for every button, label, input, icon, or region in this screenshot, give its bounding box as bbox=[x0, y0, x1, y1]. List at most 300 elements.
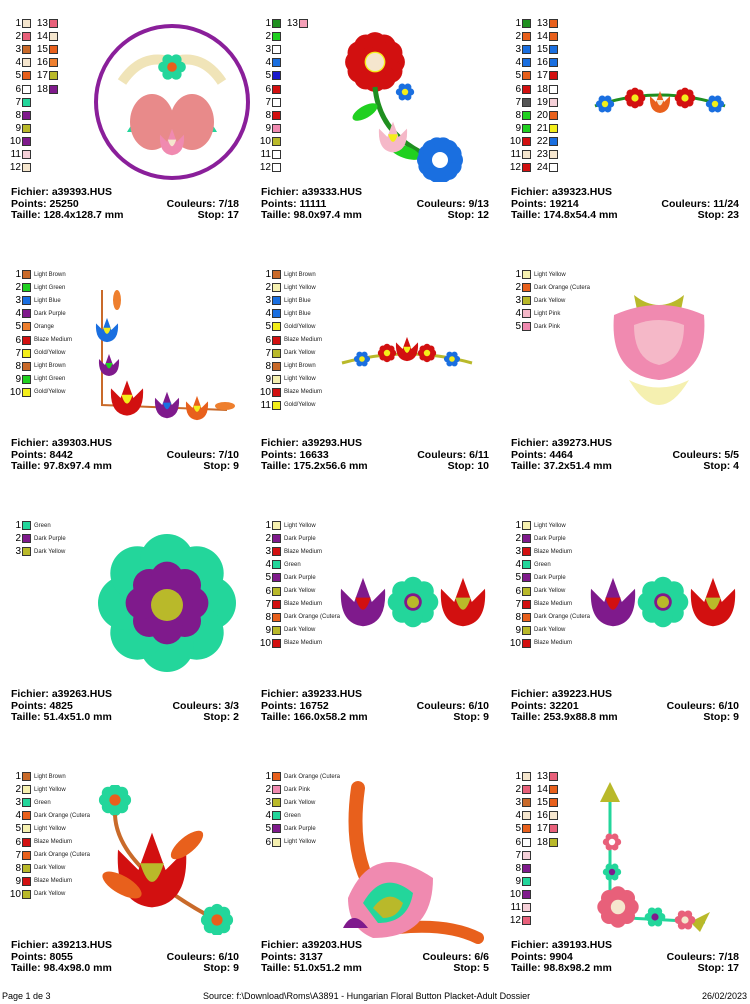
page-number: Page 1 de 3 bbox=[2, 991, 51, 1001]
thread-color-row bbox=[535, 809, 558, 822]
thread-name: Blaze Medium bbox=[284, 389, 323, 396]
thread-color-row bbox=[508, 30, 531, 43]
thread-index: 8 bbox=[15, 109, 21, 121]
thread-name: Blaze Medium bbox=[534, 640, 573, 647]
thread-index: 13 bbox=[536, 771, 548, 783]
thread-name: Blaze Medium bbox=[34, 878, 73, 885]
thread-swatch bbox=[522, 613, 531, 622]
thread-color-row bbox=[285, 17, 308, 30]
thread-color-row bbox=[508, 624, 590, 637]
thread-color-row bbox=[508, 122, 531, 135]
thread-swatch bbox=[22, 124, 31, 133]
thread-swatch bbox=[272, 521, 281, 530]
thread-color-row bbox=[8, 822, 90, 835]
thread-swatch bbox=[22, 798, 31, 807]
thread-color-row bbox=[35, 69, 58, 82]
thread-color-row bbox=[8, 783, 90, 796]
thread-color-row bbox=[508, 519, 590, 532]
thread-swatch bbox=[272, 388, 281, 397]
thread-color-row bbox=[258, 17, 281, 30]
thread-color-row bbox=[508, 135, 531, 148]
design-info bbox=[511, 187, 739, 222]
thread-index: 9 bbox=[265, 624, 271, 636]
thread-swatch bbox=[272, 362, 281, 371]
thread-swatch bbox=[272, 85, 281, 94]
thread-swatch bbox=[272, 772, 281, 781]
thread-name: Dark Purple bbox=[284, 535, 316, 542]
thread-name: Light Pink bbox=[534, 310, 561, 317]
embroidery-preview bbox=[590, 782, 710, 937]
thread-color-row bbox=[535, 82, 558, 95]
thread-color-row bbox=[508, 281, 590, 294]
thread-swatch bbox=[22, 150, 31, 159]
thread-name: Dark Orange (Cutera bbox=[284, 773, 341, 780]
thread-index: 3 bbox=[15, 546, 21, 558]
thread-index: 2 bbox=[265, 533, 271, 545]
thread-color-row bbox=[8, 294, 72, 307]
thread-index: 11 bbox=[510, 901, 521, 913]
thread-swatch bbox=[522, 296, 531, 305]
thread-swatch bbox=[272, 283, 281, 292]
thread-index: 4 bbox=[15, 810, 21, 822]
thread-swatch bbox=[522, 838, 531, 847]
thread-color-row bbox=[508, 901, 531, 914]
thread-color-row bbox=[8, 82, 31, 95]
thread-color-row bbox=[258, 558, 340, 571]
thread-name: Light Green bbox=[34, 376, 66, 383]
thread-color-row bbox=[508, 532, 590, 545]
thread-color-row bbox=[258, 268, 322, 281]
thread-name: Light Green bbox=[34, 284, 66, 291]
thread-swatch bbox=[272, 309, 281, 318]
thread-index: 11 bbox=[260, 148, 271, 160]
thread-index: 5 bbox=[15, 321, 21, 333]
thread-swatch bbox=[522, 270, 531, 279]
thread-name: Blaze Medium bbox=[284, 548, 323, 555]
embroidery-preview bbox=[338, 778, 488, 948]
thread-color-row bbox=[8, 770, 90, 783]
design-size: Taille: 174.8x54.4 mm bbox=[511, 209, 618, 222]
thread-name: Light Yellow bbox=[34, 825, 66, 832]
thread-color-row bbox=[8, 373, 72, 386]
thread-swatch bbox=[22, 388, 31, 397]
thread-color-row bbox=[8, 268, 72, 281]
thread-swatch bbox=[522, 573, 531, 582]
thread-swatch bbox=[272, 573, 281, 582]
thread-swatch bbox=[272, 534, 281, 543]
thread-swatch bbox=[522, 626, 531, 635]
thread-swatch bbox=[299, 19, 308, 28]
thread-index: 2 bbox=[265, 282, 271, 294]
thread-index: 7 bbox=[265, 598, 271, 610]
thread-name: Dark Orange (Cutera bbox=[34, 812, 91, 819]
thread-color-row bbox=[258, 783, 340, 796]
embroidery-preview bbox=[337, 335, 477, 375]
thread-index: 2 bbox=[15, 31, 21, 43]
thread-color-row bbox=[8, 109, 31, 122]
thread-index: 14 bbox=[536, 31, 548, 43]
thread-swatch bbox=[22, 85, 31, 94]
color-count: Couleurs: 7/18 bbox=[166, 197, 239, 210]
thread-color-row bbox=[508, 835, 531, 848]
thread-swatch bbox=[522, 309, 531, 318]
design-cell bbox=[500, 0, 750, 251]
design-size: Taille: 37.2x51.4 mm bbox=[511, 460, 612, 473]
thread-swatch bbox=[522, 877, 531, 886]
thread-swatch bbox=[272, 838, 281, 847]
stitch-count: Points: 19214 bbox=[511, 197, 579, 210]
thread-swatch bbox=[49, 58, 58, 67]
thread-index: 1 bbox=[15, 269, 21, 281]
thread-color-row bbox=[258, 82, 281, 95]
thread-swatch bbox=[22, 32, 31, 41]
thread-color-row bbox=[8, 386, 72, 399]
thread-index: 8 bbox=[265, 360, 271, 372]
thread-index: 2 bbox=[515, 31, 521, 43]
file-name: Fichier: a39193.HUS bbox=[511, 939, 612, 951]
thread-color-row bbox=[258, 835, 340, 848]
embroidery-preview bbox=[338, 570, 488, 640]
file-name: Fichier: a39323.HUS bbox=[511, 186, 612, 198]
stitch-count: Points: 16633 bbox=[261, 448, 329, 461]
thread-swatch bbox=[49, 19, 58, 28]
thread-swatch bbox=[272, 270, 281, 279]
thread-name: Light Yellow bbox=[284, 284, 316, 291]
thread-swatch bbox=[522, 521, 531, 530]
thread-index: 4 bbox=[265, 559, 271, 571]
thread-swatch bbox=[522, 85, 531, 94]
thread-index: 5 bbox=[265, 823, 271, 835]
design-size: Taille: 166.0x58.2 mm bbox=[261, 711, 368, 724]
thread-swatch bbox=[22, 270, 31, 279]
thread-index: 10 bbox=[9, 888, 21, 900]
design-info bbox=[511, 940, 739, 975]
thread-swatch bbox=[549, 811, 558, 820]
thread-swatch bbox=[272, 626, 281, 635]
thread-color-row bbox=[508, 888, 531, 901]
design-info bbox=[261, 187, 489, 222]
thread-swatch bbox=[22, 772, 31, 781]
thread-color-row bbox=[8, 122, 31, 135]
thread-color-row bbox=[258, 386, 322, 399]
thread-swatch bbox=[522, 45, 531, 54]
thread-index: 17 bbox=[536, 70, 548, 82]
thread-index: 1 bbox=[15, 771, 21, 783]
thread-color-row bbox=[258, 109, 281, 122]
thread-index: 3 bbox=[515, 546, 521, 558]
thread-index: 10 bbox=[9, 386, 21, 398]
thread-name: Dark Purple bbox=[34, 310, 66, 317]
thread-swatch bbox=[272, 58, 281, 67]
stitch-count: Points: 8442 bbox=[11, 448, 73, 461]
thread-name: Dark Yellow bbox=[34, 865, 66, 872]
stitch-count: Points: 9904 bbox=[511, 950, 573, 963]
thread-color-row bbox=[258, 43, 281, 56]
thread-index: 14 bbox=[536, 784, 548, 796]
stitch-count: Points: 4464 bbox=[511, 448, 573, 461]
thread-index: 5 bbox=[515, 70, 521, 82]
thread-color-row bbox=[508, 770, 531, 783]
thread-index: 18 bbox=[536, 836, 548, 848]
thread-swatch bbox=[22, 111, 31, 120]
thread-name: Light Blue bbox=[284, 297, 311, 304]
thread-swatch bbox=[22, 521, 31, 530]
thread-index: 23 bbox=[536, 148, 548, 160]
thread-swatch bbox=[22, 58, 31, 67]
thread-index: 5 bbox=[15, 823, 21, 835]
thread-swatch bbox=[522, 864, 531, 873]
thread-swatch bbox=[272, 639, 281, 648]
thread-color-row bbox=[8, 809, 90, 822]
thread-index: 13 bbox=[36, 18, 48, 30]
thread-swatch bbox=[22, 838, 31, 847]
thread-name: Dark Purple bbox=[284, 574, 316, 581]
file-name: Fichier: a39393.HUS bbox=[11, 186, 112, 198]
thread-swatch bbox=[272, 811, 281, 820]
file-name: Fichier: a39273.HUS bbox=[511, 437, 612, 449]
thread-swatch bbox=[22, 362, 31, 371]
thread-swatch bbox=[22, 137, 31, 146]
design-size: Taille: 51.0x51.2 mm bbox=[261, 962, 362, 975]
thread-color-row bbox=[8, 347, 72, 360]
thread-color-row bbox=[535, 161, 558, 174]
thread-swatch bbox=[522, 547, 531, 556]
design-info bbox=[11, 187, 239, 222]
stop-count: Stop: 2 bbox=[203, 711, 239, 724]
thread-index: 10 bbox=[509, 637, 521, 649]
thread-swatch bbox=[22, 322, 31, 331]
thread-swatch bbox=[549, 137, 558, 146]
thread-index: 6 bbox=[515, 585, 521, 597]
thread-index: 1 bbox=[265, 771, 271, 783]
thread-swatch bbox=[549, 111, 558, 120]
thread-swatch bbox=[522, 916, 531, 925]
file-name: Fichier: a39263.HUS bbox=[11, 688, 112, 700]
thread-color-row bbox=[8, 320, 72, 333]
thread-color-row bbox=[535, 122, 558, 135]
thread-index: 7 bbox=[515, 849, 521, 861]
thread-color-row bbox=[535, 135, 558, 148]
thread-color-row bbox=[258, 148, 281, 161]
embroidery-preview bbox=[335, 32, 470, 182]
thread-color-row bbox=[508, 17, 531, 30]
thread-swatch bbox=[549, 824, 558, 833]
thread-swatch bbox=[272, 19, 281, 28]
thread-color-row bbox=[258, 333, 322, 346]
thread-index: 8 bbox=[265, 109, 271, 121]
thread-index: 21 bbox=[536, 122, 548, 134]
thread-color-row bbox=[258, 373, 322, 386]
stitch-count: Points: 11111 bbox=[261, 197, 327, 210]
thread-index: 8 bbox=[15, 360, 21, 372]
thread-index: 8 bbox=[15, 862, 21, 874]
thread-color-row bbox=[258, 770, 340, 783]
thread-color-row bbox=[535, 770, 558, 783]
thread-swatch bbox=[549, 71, 558, 80]
thread-name: Light Yellow bbox=[534, 271, 566, 278]
thread-swatch bbox=[272, 613, 281, 622]
thread-index: 8 bbox=[515, 611, 521, 623]
thread-swatch bbox=[522, 150, 531, 159]
thread-color-row bbox=[258, 571, 340, 584]
thread-color-row bbox=[8, 532, 66, 545]
thread-swatch bbox=[522, 587, 531, 596]
thread-index: 5 bbox=[15, 70, 21, 82]
design-info bbox=[261, 689, 489, 724]
thread-color-row bbox=[535, 148, 558, 161]
thread-index: 8 bbox=[515, 862, 521, 874]
thread-name: Blaze Medium bbox=[534, 548, 573, 555]
thread-index: 7 bbox=[265, 347, 271, 359]
thread-color-row bbox=[508, 584, 590, 597]
thread-swatch bbox=[22, 309, 31, 318]
thread-index: 7 bbox=[15, 347, 21, 359]
thread-swatch bbox=[22, 296, 31, 305]
thread-swatch bbox=[22, 851, 31, 860]
thread-color-row bbox=[258, 637, 340, 650]
thread-color-row bbox=[8, 360, 72, 373]
thread-swatch bbox=[272, 560, 281, 569]
thread-swatch bbox=[549, 45, 558, 54]
design-cell bbox=[250, 251, 500, 502]
thread-color-row bbox=[258, 822, 340, 835]
thread-index: 1 bbox=[15, 18, 21, 30]
thread-index: 16 bbox=[36, 57, 48, 69]
thread-index: 20 bbox=[536, 109, 548, 121]
thread-index: 7 bbox=[515, 96, 521, 108]
thread-swatch bbox=[272, 785, 281, 794]
file-name: Fichier: a39233.HUS bbox=[261, 688, 362, 700]
thread-color-row bbox=[258, 347, 322, 360]
thread-swatch bbox=[522, 824, 531, 833]
file-name: Fichier: a39203.HUS bbox=[261, 939, 362, 951]
design-info bbox=[11, 438, 239, 473]
file-name: Fichier: a39293.HUS bbox=[261, 437, 362, 449]
thread-swatch bbox=[522, 137, 531, 146]
thread-color-row bbox=[8, 862, 90, 875]
thread-index: 9 bbox=[265, 122, 271, 134]
thread-swatch bbox=[272, 401, 281, 410]
thread-index: 3 bbox=[265, 546, 271, 558]
thread-color-row bbox=[8, 56, 31, 69]
thread-index: 4 bbox=[265, 308, 271, 320]
thread-swatch bbox=[272, 349, 281, 358]
thread-color-row bbox=[35, 56, 58, 69]
thread-name: Orange bbox=[34, 323, 55, 330]
thread-swatch bbox=[49, 32, 58, 41]
thread-index: 4 bbox=[515, 57, 521, 69]
thread-swatch bbox=[549, 838, 558, 847]
file-name: Fichier: a39303.HUS bbox=[11, 437, 112, 449]
thread-swatch bbox=[522, 163, 531, 172]
thread-index: 2 bbox=[265, 31, 271, 43]
thread-swatch bbox=[22, 71, 31, 80]
thread-index: 12 bbox=[9, 162, 21, 174]
thread-name: Dark Orange (Cutera bbox=[284, 614, 341, 621]
thread-swatch bbox=[272, 296, 281, 305]
thread-index: 11 bbox=[260, 399, 271, 411]
thread-name: Dark Yellow bbox=[534, 588, 566, 595]
thread-index: 2 bbox=[15, 784, 21, 796]
thread-index: 15 bbox=[536, 797, 548, 809]
stitch-count: Points: 8055 bbox=[11, 950, 73, 963]
thread-color-row bbox=[508, 294, 590, 307]
thread-color-row bbox=[258, 122, 281, 135]
embroidery-preview bbox=[87, 785, 237, 935]
design-info bbox=[511, 438, 739, 473]
thread-color-row bbox=[258, 598, 340, 611]
thread-color-row bbox=[508, 849, 531, 862]
thread-swatch bbox=[522, 111, 531, 120]
thread-color-row bbox=[258, 532, 340, 545]
thread-index: 3 bbox=[15, 295, 21, 307]
thread-swatch bbox=[549, 124, 558, 133]
color-count: Couleurs: 6/10 bbox=[416, 699, 489, 712]
thread-index: 10 bbox=[9, 135, 21, 147]
stitch-count: Points: 25250 bbox=[11, 197, 79, 210]
thread-index: 1 bbox=[265, 269, 271, 281]
thread-color-row bbox=[508, 69, 531, 82]
stop-count: Stop: 9 bbox=[453, 711, 489, 724]
thread-index: 2 bbox=[15, 533, 21, 545]
thread-swatch bbox=[272, 375, 281, 384]
thread-swatch bbox=[549, 772, 558, 781]
thread-name: Light Yellow bbox=[34, 786, 66, 793]
thread-color-row bbox=[8, 307, 72, 320]
thread-index: 6 bbox=[15, 83, 21, 95]
embroidery-preview bbox=[604, 280, 714, 425]
thread-color-row bbox=[508, 637, 590, 650]
thread-color-row bbox=[8, 281, 72, 294]
thread-index: 10 bbox=[509, 888, 521, 900]
thread-swatch bbox=[549, 58, 558, 67]
thread-index: 18 bbox=[36, 83, 48, 95]
thread-index: 24 bbox=[536, 162, 548, 174]
design-info bbox=[261, 438, 489, 473]
thread-index: 1 bbox=[515, 269, 521, 281]
thread-index: 2 bbox=[515, 533, 521, 545]
thread-index: 12 bbox=[509, 915, 521, 927]
thread-swatch bbox=[522, 32, 531, 41]
thread-color-row bbox=[535, 69, 558, 82]
thread-name: Light Yellow bbox=[534, 522, 566, 529]
thread-swatch bbox=[272, 587, 281, 596]
color-count: Couleurs: 3/3 bbox=[172, 699, 239, 712]
thread-name: Dark Orange (Cutera bbox=[534, 614, 591, 621]
stop-count: Stop: 9 bbox=[203, 460, 239, 473]
thread-swatch bbox=[522, 71, 531, 80]
thread-swatch bbox=[272, 111, 281, 120]
thread-swatch bbox=[522, 58, 531, 67]
thread-index: 14 bbox=[36, 31, 48, 43]
thread-name: Dark Yellow bbox=[284, 627, 316, 634]
stop-count: Stop: 9 bbox=[703, 711, 739, 724]
thread-swatch bbox=[272, 32, 281, 41]
thread-swatch bbox=[522, 98, 531, 107]
thread-swatch bbox=[272, 124, 281, 133]
thread-swatch bbox=[272, 98, 281, 107]
thread-index: 6 bbox=[15, 836, 21, 848]
thread-index: 4 bbox=[265, 810, 271, 822]
thread-index: 11 bbox=[10, 148, 21, 160]
thread-color-row bbox=[258, 135, 281, 148]
thread-color-row bbox=[258, 584, 340, 597]
thread-color-row bbox=[258, 519, 340, 532]
thread-swatch bbox=[49, 71, 58, 80]
thread-color-row bbox=[8, 161, 31, 174]
thread-index: 10 bbox=[509, 135, 521, 147]
thread-color-row bbox=[8, 888, 90, 901]
